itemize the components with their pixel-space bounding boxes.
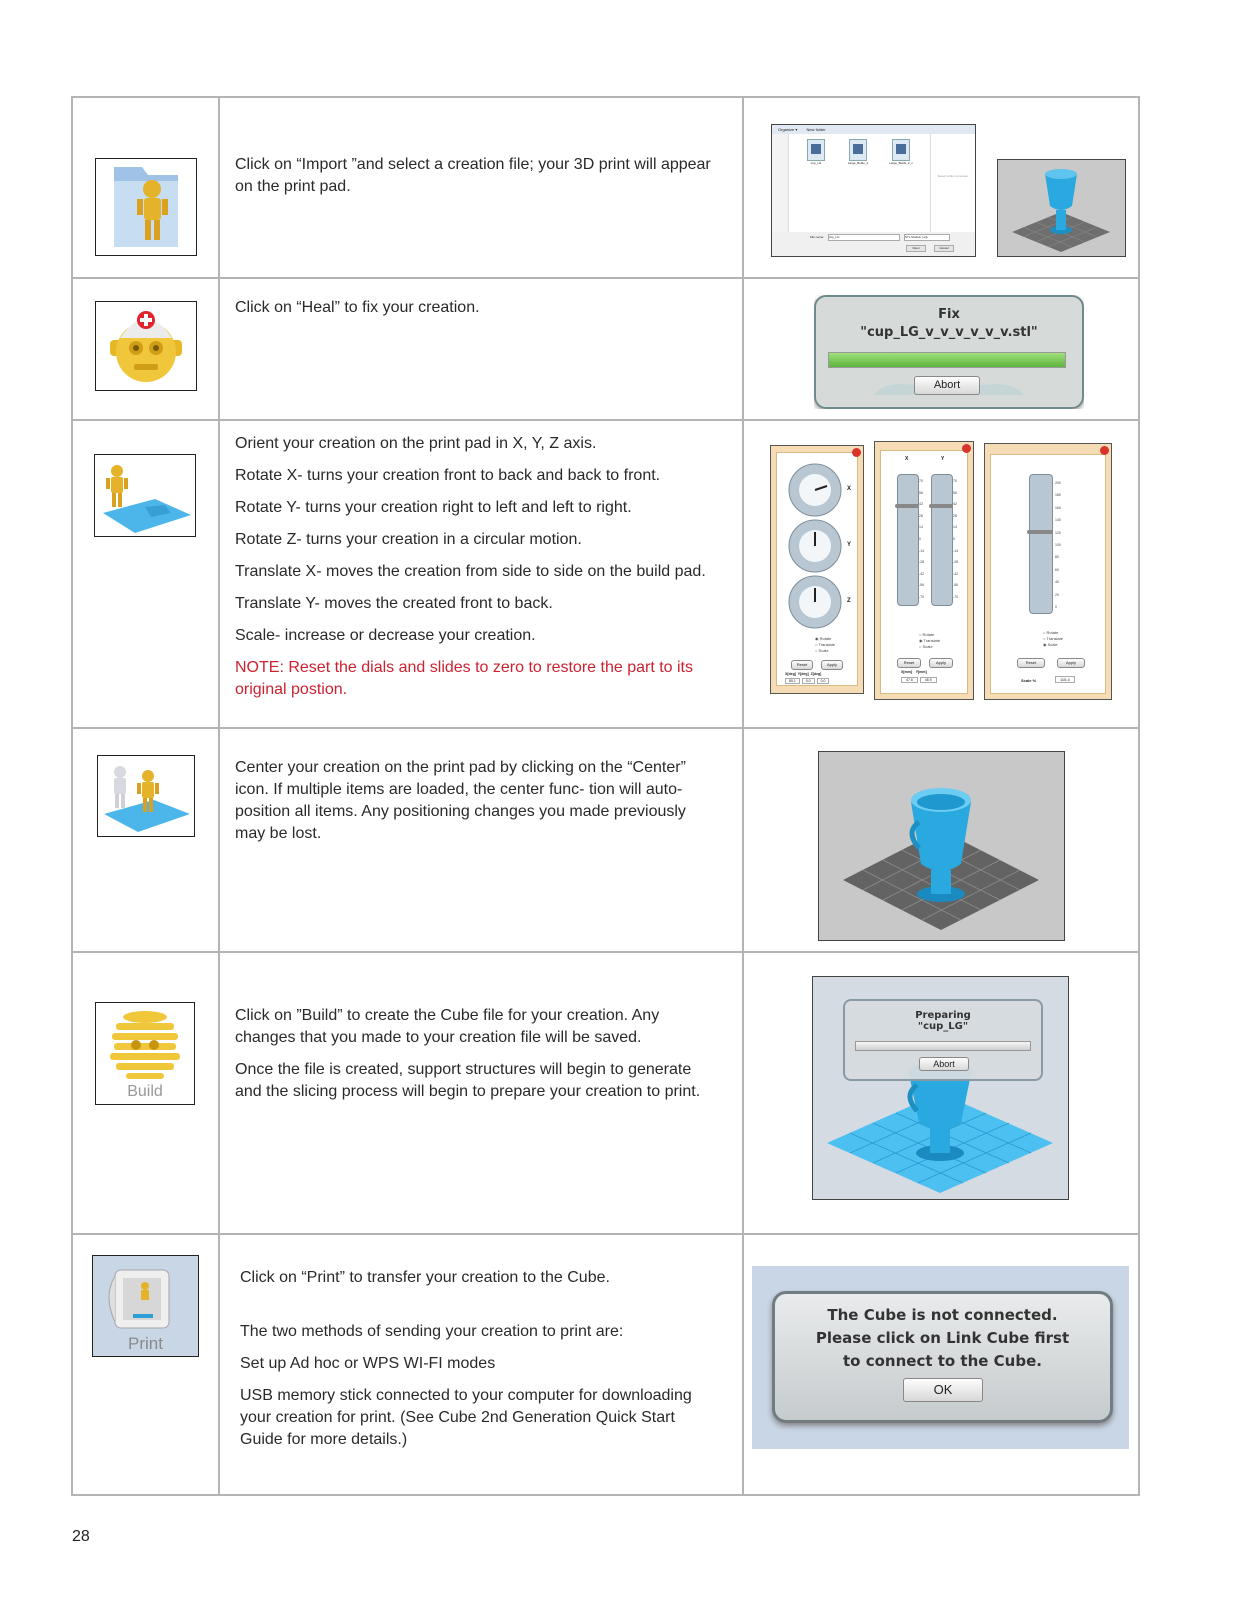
step-description: [235, 433, 715, 711]
paragraph: Click on ”Build” to create the Cube file for your creation. Any changes that you made to your creation file will be saved.: [235, 1007, 660, 1046]
axis-label: Z: [847, 598, 851, 604]
step-description: [235, 154, 715, 208]
value-field[interactable]: 0.0: [817, 678, 830, 684]
dialog-title: Fix: [938, 307, 960, 322]
axis-label: X: [905, 456, 909, 462]
tick-label: 80: [1055, 555, 1059, 560]
close-icon[interactable]: [1100, 446, 1109, 455]
paragraph: Rotate X- turns your creation front to back and back to front.: [235, 467, 661, 484]
x-slider-ticks: [919, 476, 924, 604]
axis-label: Y: [847, 542, 852, 548]
tick-label: 20: [1055, 592, 1059, 597]
note-text: NOTE: Reset the dials and slides to zero to restore the part to its original postion.: [235, 659, 693, 698]
toolbar-item: Organize ▾: [778, 127, 798, 132]
reset-button[interactable]: Reset: [897, 658, 921, 668]
tick-label: 60: [1055, 567, 1059, 572]
field-label: Y[deg]: [797, 672, 809, 676]
build-preview: [812, 976, 1069, 1200]
toolbar-item: New folder: [806, 127, 826, 132]
tick-label: 0: [953, 536, 955, 541]
not-connected-dialog: [772, 1291, 1113, 1423]
file-name-label: File name:: [810, 235, 825, 239]
mode-radio-translate[interactable]: ○ Translate: [1043, 636, 1063, 641]
mode-radio-translate[interactable]: ○ Translate: [815, 642, 835, 647]
table-row: [72, 953, 1140, 1233]
tick-label: 100: [1055, 543, 1061, 548]
abort-button[interactable]: Abort: [914, 376, 980, 395]
tick-label: 42: [953, 502, 957, 507]
value-field[interactable]: 0.0: [802, 678, 815, 684]
scale-panel: [984, 443, 1112, 700]
tick-label: -28: [919, 560, 925, 565]
apply-button[interactable]: Apply: [929, 658, 953, 668]
x-slider-handle[interactable]: [895, 504, 919, 508]
paragraph: Click on “Print” to transfer your creation to the Cube.: [240, 1269, 610, 1286]
tick-label: 56: [953, 490, 957, 495]
progress-bar: [855, 1041, 1031, 1051]
translate-panel: [874, 441, 974, 700]
mode-radio-rotate[interactable]: ◉ Rotate: [815, 636, 832, 641]
mode-radio-scale[interactable]: ◉ Scale: [1043, 642, 1058, 647]
tick-label: 40: [1055, 580, 1059, 585]
tick-label: 200: [1055, 481, 1061, 485]
tick-label: -28: [953, 560, 959, 565]
mode-radio-rotate[interactable]: ○ Rotate: [1043, 630, 1059, 635]
preparing-dialog: [843, 999, 1043, 1081]
tick-label: 28: [919, 513, 923, 518]
tick-label: 140: [1055, 518, 1061, 523]
file-name-input[interactable]: cup_LG: [828, 234, 900, 241]
dialog-message: The Cube is not connected. Please click on Link Cube first to connect to the Cube.: [815, 1306, 1070, 1370]
step-description: [235, 297, 715, 329]
mode-radio-rotate[interactable]: ○ Rotate: [919, 632, 935, 637]
x-slider[interactable]: [897, 474, 919, 606]
paragraph: Set up Ad hoc or WPS WI-FI modes: [240, 1355, 496, 1372]
table-row: [72, 98, 1140, 277]
axis-label: X: [847, 486, 852, 492]
tick-label: -70: [919, 594, 925, 599]
y-slider-handle[interactable]: [929, 504, 953, 508]
tick-label: 56: [919, 490, 923, 495]
ok-button[interactable]: OK: [903, 1378, 983, 1402]
tick-label: -56: [953, 583, 959, 588]
orient-icon: [94, 454, 196, 537]
field-label: Scale %: [1021, 678, 1037, 683]
paragraph: Rotate Y- turns your creation right to left and left to right.: [235, 499, 632, 516]
fix-dialog: [814, 295, 1084, 409]
open-button[interactable]: Open: [906, 245, 926, 252]
tick-label: -14: [919, 548, 925, 553]
tick-label: -14: [953, 548, 959, 553]
file-item[interactable]: Large_Bottle_2_v: [888, 139, 914, 173]
tick-label: 160: [1055, 505, 1061, 510]
table-row: [72, 1235, 1140, 1494]
progress-bar: [828, 352, 1066, 368]
rotate-panel: [770, 445, 864, 694]
build-icon-label: Build: [127, 1083, 163, 1100]
table-row: [72, 729, 1140, 951]
dialog-file-name: "cup_LG_v_v_v_v_v_v.stl": [860, 325, 1038, 340]
apply-button[interactable]: Apply: [821, 660, 843, 670]
page-number: 28: [72, 1528, 90, 1545]
paragraph: Translate X- moves the creation from side to side on the build pad.: [235, 563, 706, 580]
apply-button[interactable]: Apply: [1057, 658, 1085, 668]
dialog-file-name: "cup_LG": [917, 1021, 969, 1032]
import-folder-icon: [95, 158, 197, 256]
tick-label: 70: [953, 479, 957, 483]
axis-label: Y: [941, 456, 945, 462]
fix-dialog-screenshot: [814, 295, 1084, 409]
open-file-dialog-screenshot: [771, 124, 976, 257]
table-border: [72, 1494, 1140, 1496]
build-icon: [95, 1002, 195, 1105]
y-slider[interactable]: [931, 474, 953, 606]
tick-label: 14: [953, 525, 957, 530]
tick-label: 70: [919, 479, 923, 483]
paragraph: USB memory stick connected to your computer for downloading your creation for print. (See Cube 2nd Generation Quick Start Guide for more details.): [240, 1387, 692, 1448]
value-field[interactable]: 47.6: [901, 677, 918, 683]
field-label: X[deg]: [785, 672, 796, 676]
paragraph: Orient your creation on the print pad in X, Y, Z axis.: [235, 435, 597, 452]
step-description: [235, 1005, 715, 1113]
tick-label: -42: [919, 571, 925, 576]
paragraph: Scale- increase or decrease your creation.: [235, 627, 536, 644]
dialog-title: Preparing: [915, 1010, 971, 1021]
step-description: [235, 757, 715, 855]
tick-label: -42: [953, 571, 959, 576]
file-type-select[interactable]: STL Models (.stl): [904, 234, 950, 241]
field-label: Y[mm]: [915, 670, 927, 674]
paragraph: Once the file is created, support structures will begin to generate and the slicing process will begin to prepare your creation to print.: [235, 1061, 701, 1100]
heal-icon: [95, 301, 197, 391]
tick-label: 28: [953, 513, 957, 518]
paragraph: Center your creation on the print pad by clicking on the “Center” icon. If multiple items are loaded, the center func- tion will auto-position all items. Any positioning changes you made previously may be lost.: [235, 759, 686, 842]
cup-preview: [997, 159, 1126, 257]
print-icon-label: Print: [128, 1334, 163, 1353]
mode-radio-scale[interactable]: ○ Scale: [815, 648, 829, 653]
cancel-button[interactable]: Cancel: [934, 245, 954, 252]
paragraph: Click on “Import ”and select a creation file; your 3D print will appear on the print pad.: [235, 156, 711, 195]
centered-cup-preview: [818, 751, 1065, 941]
value-field[interactable]: 46.9: [920, 677, 937, 683]
tick-label: 0: [919, 536, 921, 541]
tick-label: 14: [919, 525, 923, 530]
reset-button[interactable]: Reset: [1017, 658, 1045, 668]
close-icon[interactable]: [962, 444, 971, 453]
scale-slider[interactable]: [1029, 474, 1053, 614]
tick-label: -56: [919, 583, 925, 588]
reset-button[interactable]: Reset: [791, 660, 813, 670]
field-label: Z[deg]: [810, 672, 822, 676]
value-field[interactable]: 85.1: [785, 678, 800, 684]
mode-radio-translate[interactable]: ◉ Translate: [919, 638, 941, 643]
not-connected-screenshot: [752, 1266, 1129, 1449]
paragraph: Rotate Z- turns your creation in a circular motion.: [235, 531, 582, 548]
scale-slider-ticks: [1055, 477, 1061, 613]
table-row: [72, 279, 1140, 419]
print-icon: [92, 1255, 199, 1357]
tick-label: 180: [1055, 493, 1061, 498]
step-description: [240, 1267, 720, 1461]
paragraph: The two methods of sending your creation to print are:: [240, 1323, 624, 1340]
tick-label: 0: [1055, 605, 1057, 610]
file-item[interactable]: Large_Bottle_2: [846, 139, 870, 173]
scale-value-field[interactable]: 115.4: [1055, 676, 1075, 683]
center-icon: [97, 755, 195, 837]
tick-label: 120: [1055, 530, 1061, 535]
preview-pane: Select a file to preview.: [930, 134, 975, 232]
paragraph: Click on “Heal” to fix your creation.: [235, 299, 480, 316]
table-row: [72, 421, 1140, 727]
y-slider-ticks: [953, 476, 958, 604]
file-item[interactable]: cup_LG: [806, 139, 826, 173]
abort-button[interactable]: Abort: [919, 1057, 969, 1071]
field-label: X[mm]: [901, 670, 912, 674]
scale-slider-handle[interactable]: [1027, 530, 1053, 534]
tick-label: 42: [919, 502, 923, 507]
tick-label: -70: [953, 594, 959, 599]
paragraph: Translate Y- moves the created front to back.: [235, 595, 553, 612]
mode-radio-scale[interactable]: ○ Scale: [919, 644, 933, 649]
